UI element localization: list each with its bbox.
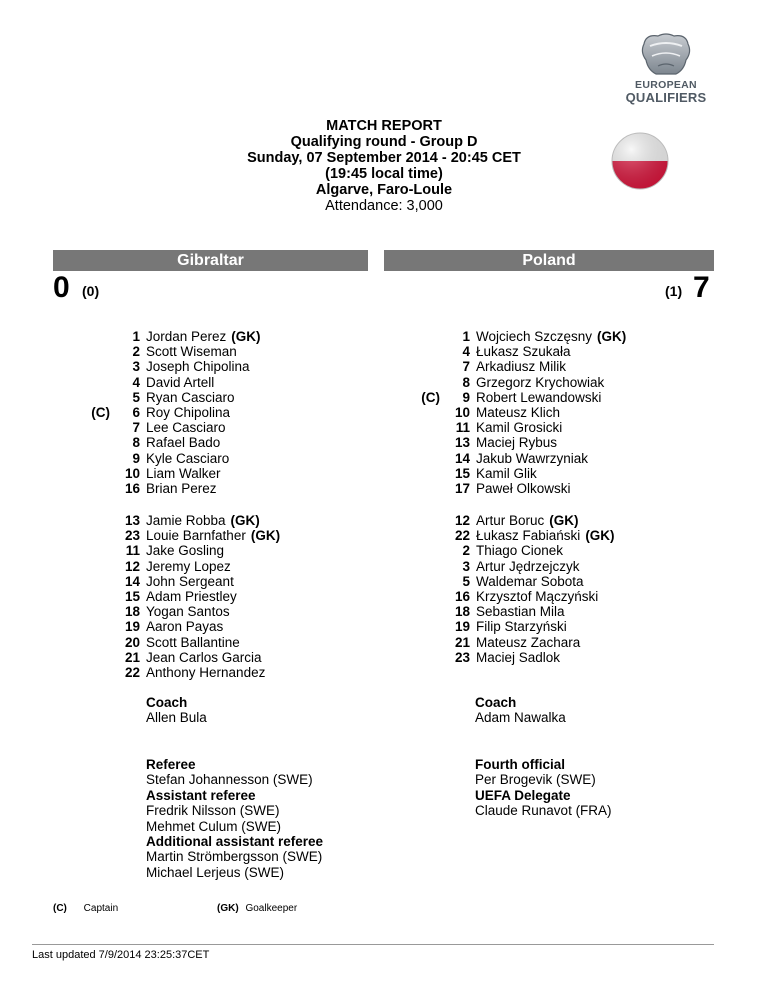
player-name-text: Mateusz Zachara [476,634,581,650]
player-name-text: Waldemar Sobota [476,573,584,589]
poland-flag-icon [611,132,669,190]
player-name [476,359,566,374]
player-number: 13 [454,435,470,451]
player-name-text: Lee Casciaro [146,420,226,436]
player-row [362,435,558,451]
player-name [476,513,579,528]
player-name-text: Paweł Olkowski [476,480,571,496]
player-number: 7 [462,359,470,375]
player-number: 12 [124,558,140,574]
player-number: 22 [454,528,470,544]
player-name-text: Ryan Casciaro [146,389,235,405]
player-row [32,634,240,650]
player-name [146,589,237,604]
player-number: 8 [132,435,140,451]
player-name [476,481,571,496]
player-name-text: Adam Priestley [146,588,237,604]
home-team-bar: Gibraltar [53,250,368,271]
player-row [32,573,234,589]
attendance: Attendance: 3,000 [325,198,443,214]
home-coach-block [146,695,207,726]
local-time: (19:45 local time) [325,166,443,182]
player-name-text: Scott Ballantine [146,634,240,650]
captain-marker: (C) [91,404,110,420]
additional-assistant-2: Michael Lerjeus (SWE) [146,864,285,880]
goalkeeper-marker: (GK) [597,329,627,344]
player-number: 21 [124,649,140,665]
player-name [146,359,250,374]
venue: Algarve, Faro-Loule [315,182,453,198]
player-number: 13 [124,513,140,528]
player-name [146,329,261,344]
other-officials-block [475,757,612,819]
player-row [32,420,226,436]
player-number: 19 [454,619,470,635]
player-row [362,543,564,559]
goalkeeper-marker: (GK) [230,513,260,528]
player-name [476,405,560,420]
player-name-text: Jordan Perez [146,329,227,344]
assistant-referee-1: Fredrik Nilsson (SWE) [146,803,280,819]
player-name-text: Kyle Casciaro [146,450,230,466]
player-number: 19 [124,619,140,635]
player-name-text: Artur Jędrzejczyk [476,558,580,574]
uefa-delegate-label: UEFA Delegate [475,787,571,803]
player-name [146,513,260,528]
player-name-text: Yogan Santos [146,604,230,620]
player-number: 18 [124,604,140,620]
player-row [32,374,215,390]
player-name-text: Filip Starzyński [476,619,567,635]
player-name-text: Krzysztof Mączyński [476,588,599,604]
last-updated: Last updated 7/9/2014 23:25:37CET [32,949,210,961]
player-number: 15 [124,588,140,604]
player-name-text: Thiago Cionek [476,543,564,559]
player-number: 18 [454,604,470,620]
player-row [32,604,230,620]
referees-block [146,757,323,880]
player-number: 10 [454,404,470,420]
player-row [362,404,561,420]
away-coach-label: Coach [475,695,517,710]
player-name [146,619,223,634]
away-coach-block [475,695,566,726]
player-name-text: Mateusz Klich [476,404,561,420]
player-name-text: Jeremy Lopez [146,558,231,574]
player-number: 3 [132,359,140,375]
player-row [362,344,571,360]
player-name-text: Maciej Sadlok [476,649,561,665]
goalkeeper-marker: (GK) [549,513,579,528]
fourth-official-label: Fourth official [475,757,565,772]
player-number: 9 [132,450,140,466]
player-name [146,375,214,390]
player-name [476,420,562,435]
player-row [362,420,563,436]
away-coach-name: Adam Nawalka [475,710,566,726]
player-number: 6 [132,404,140,420]
player-row [32,344,237,360]
away-halftime-score: (1) [665,283,683,299]
player-number: 17 [454,480,470,496]
player-number: 16 [454,588,470,604]
captain-marker: (C) [421,389,440,405]
player-number: 4 [132,374,140,390]
player-row [362,359,567,375]
player-name-text: Grzegorz Krychowiak [476,374,605,390]
player-name [476,574,584,589]
home-coach-label: Coach [146,695,188,710]
referee-name: Stefan Johannesson (SWE) [146,772,313,788]
player-name-text: Jamie Robba [146,513,226,528]
european-qualifiers-logo [614,30,718,106]
player-row [32,329,261,344]
away-substitutes-list [362,513,615,665]
goalkeeper-marker: (GK) [231,329,261,344]
player-number: 10 [124,465,140,481]
player-number: 11 [125,543,140,559]
player-number: 4 [462,344,470,360]
goalkeeper-marker: (GK) [250,528,281,544]
player-row [32,465,221,481]
player-name-text: Robert Lewandowski [476,389,602,405]
player-name-text: Kamil Grosicki [476,420,563,436]
player-name-text: Aaron Payas [146,619,224,635]
player-row [32,558,231,574]
player-row [362,573,584,589]
home-starters-list [32,329,261,496]
player-row [32,588,237,604]
player-name [146,604,230,619]
match-header [184,118,584,214]
player-row [362,480,571,496]
player-number: 14 [454,450,470,466]
player-name-text: Jakub Wawrzyniak [476,450,589,466]
player-name-text: David Artell [146,374,215,390]
home-halftime-score: (0) [82,283,100,299]
player-number: 22 [124,664,140,680]
player-name [476,435,557,450]
player-row [362,329,627,344]
player-name [476,604,565,619]
away-team-bar: Poland [384,250,714,271]
player-number: 1 [462,329,470,344]
trophy-icon [614,30,718,80]
player-name [146,650,262,665]
player-name [476,451,588,466]
player-name-text: Kamil Glik [476,465,537,481]
player-number: 5 [132,389,140,405]
footer-divider [32,944,714,945]
player-number: 7 [132,420,140,436]
player-number: 5 [462,573,470,589]
player-row [362,649,561,665]
match-datetime: Sunday, 07 September 2014 - 20:45 CET [247,150,521,166]
player-name-text: Joseph Chipolina [146,359,250,375]
assistant-referee-label: Assistant referee [146,787,256,803]
player-number: 14 [124,573,140,589]
player-number: 20 [124,634,140,650]
player-name [476,619,567,634]
player-number: 12 [454,513,470,528]
player-name [476,650,560,665]
player-number: 3 [462,558,470,574]
player-row [362,513,579,528]
player-name-text: Louie Barnfather [146,528,246,544]
player-row [32,528,281,544]
goalkeeper-marker: (GK) [585,528,615,544]
player-name [146,451,229,466]
logo-line1: EUROPEAN [635,79,697,91]
player-row [32,450,230,466]
player-row [362,604,565,620]
player-name [146,344,237,359]
player-name [146,574,234,589]
player-row [362,634,581,650]
logo-line2: QUALIFIERS [625,90,707,105]
player-number: 11 [455,420,470,436]
player-row [32,359,250,375]
player-name [476,635,580,650]
player-name [146,466,221,481]
player-number: 23 [124,528,140,544]
player-name-text: Roy Chipolina [146,404,231,420]
player-number: 21 [454,634,470,650]
legend-gk-text: Goalkeeper [245,903,298,914]
player-name-text: Wojciech Szczęsny [476,329,593,344]
player-name-text: John Sergeant [146,573,234,589]
player-row [32,649,262,665]
report-title: MATCH REPORT [326,118,442,134]
player-row [362,528,615,544]
player-row [32,543,225,559]
player-name-text: Maciej Rybus [476,435,558,451]
player-name-text: Artur Boruc [476,513,545,528]
player-name [146,635,240,650]
legend-captain [53,903,118,915]
referee-label: Referee [146,757,196,772]
player-number: 2 [132,344,140,360]
round-label: Qualifying round - Group D [290,134,478,150]
additional-assistant-label: Additional assistant referee [146,834,324,850]
player-name-text: Rafael Bado [146,435,221,451]
player-row [32,480,217,496]
player-name-text: Anthony Hernandez [146,664,266,680]
away-score: 7 [693,271,710,304]
player-name-text: Łukasz Fabiański [476,528,581,544]
player-name-text: Liam Walker [146,465,221,481]
player-name-text: Arkadiusz Milik [476,359,567,375]
legend-gk-abbr: (GK) [217,903,239,914]
player-number: 15 [454,465,470,481]
away-starters-list [362,329,627,496]
player-name [146,420,226,435]
player-name [146,543,224,558]
player-name-text: Scott Wiseman [146,344,237,360]
player-name-text: Jean Carlos Garcia [146,649,262,665]
legend-captain-abbr: (C) [53,903,67,914]
player-number: 8 [462,374,470,390]
player-row [32,664,266,680]
player-number: 2 [462,543,470,559]
player-row [362,465,537,481]
player-row [32,435,221,451]
player-name-text: Sebastian Mila [476,604,565,620]
assistant-referee-2: Mehmet Culum (SWE) [146,818,282,834]
player-name [146,528,280,543]
home-coach-name: Allen Bula [146,710,207,726]
additional-assistant-1: Martin Strömbergsson (SWE) [146,849,323,865]
player-name [146,481,217,496]
player-number: 23 [454,649,470,665]
legend-captain-text: Captain [83,903,119,914]
player-row [362,450,589,466]
player-row [32,513,260,528]
legend-goalkeeper [217,903,297,915]
uefa-delegate-name: Claude Runavot (FRA) [475,803,612,819]
home-substitutes-list [32,513,281,680]
player-name [476,559,580,574]
player-name [146,405,230,420]
player-row [32,619,224,635]
player-number: 16 [124,480,140,496]
player-name [476,390,601,405]
player-name-text: Łukasz Szukała [476,344,571,360]
player-row [32,404,231,420]
player-number: 9 [462,389,470,405]
player-name [146,665,265,680]
player-row [362,389,602,405]
player-name [146,390,235,405]
player-name [476,543,563,558]
player-number: 1 [132,329,140,344]
player-name-text: Brian Perez [146,480,217,496]
player-row [362,619,567,635]
player-name [476,344,571,359]
fourth-official-name: Per Brogevik (SWE) [475,772,596,788]
player-row [32,389,235,405]
home-score: 0 [53,271,70,304]
player-row [362,558,580,574]
player-name [146,435,220,450]
player-row [362,374,605,390]
player-name [476,466,537,481]
player-name-text: Jake Gosling [146,543,225,559]
player-name [476,329,626,344]
player-name [476,375,604,390]
player-name [476,589,598,604]
player-name [476,528,615,543]
player-row [362,588,599,604]
player-name [146,559,231,574]
